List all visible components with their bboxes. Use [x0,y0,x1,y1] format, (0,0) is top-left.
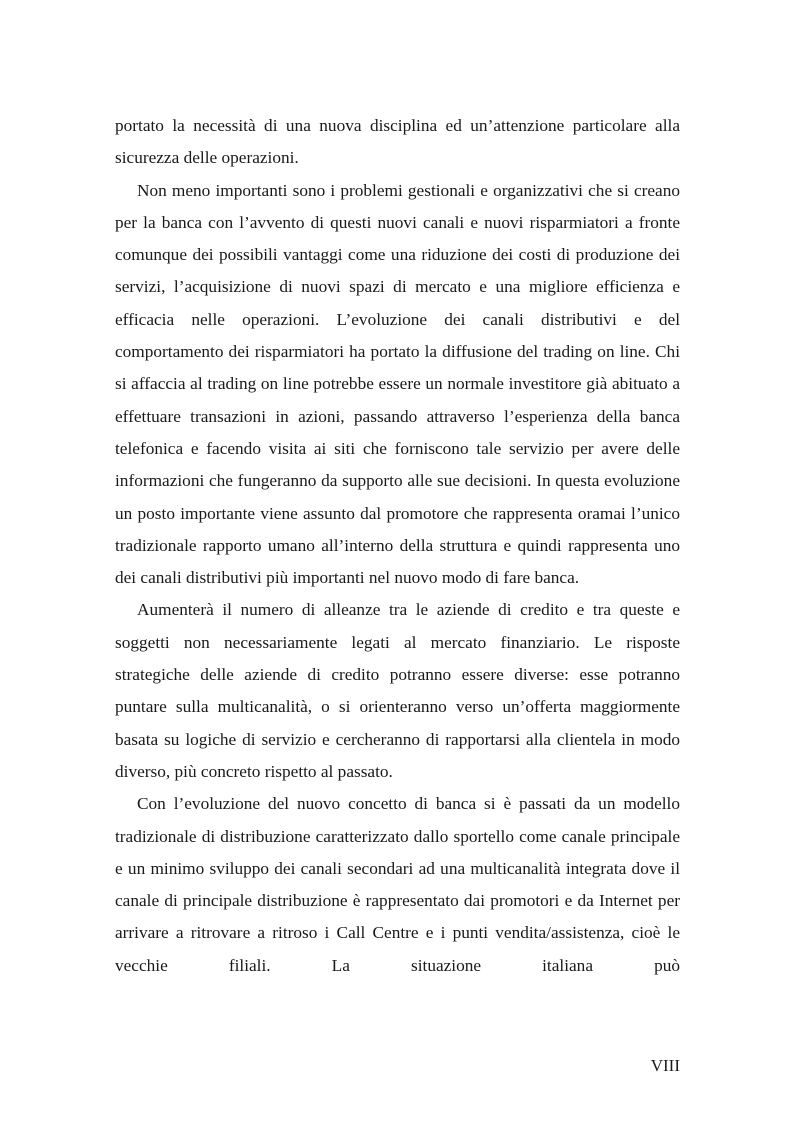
paragraph-trading-online: Non meno importanti sono i problemi gestionali e organizzativi che si creano per la banca con l’avvento di questi nuovi canali e nuovi risparmiatori a fronte comunque dei possibili vantaggi come una riduzione dei costi di produzione dei servizi, l’acquisizione di nuovi spazi di mercato e una migliore efficienza e efficacia nelle operazioni. L’evoluzione dei canali distributivi e del comportamento dei risparmiatori ha portato la diffusione del trading on line. Chi si affaccia al trading on line potrebbe essere un normale investitore già abituato a effettuare transazioni in azioni, passando attraverso l’esperienza della banca telefonica e facendo visita ai siti che forniscono tale servizio per avere delle informazioni che fungeranno da supporto alle sue decisioni. In questa evoluzione un posto importante viene assunto dal promotore che rappresenta oramai l’unico tradizionale rapporto umano all’interno della struttura e quindi rappresenta uno dei canali distributivi più importanti nel nuovo modo di fare banca. [115,180,680,588]
document-body [115,110,680,982]
paragraph-alleanze: Aumenterà il numero di alleanze tra le aziende di credito e tra queste e soggetti non necessariamente legati al mercato finanziario. Le risposte strategiche delle aziende di credito potranno essere diverse: esse potranno puntare sulla multicanalità, o si orienteranno verso un’offerta maggiormente basata su logiche di servizio e cercheranno di rapportarsi alla clientela in modo diverso, più concreto rispetto al passato. [115,600,680,781]
paragraph-continuation: portato la necessità di una nuova disciplina ed un’attenzione particolare alla sicurezza delle operazioni. [115,116,680,168]
paragraph-multicanalita: Con l’evoluzione del nuovo concetto di banca si è passati da un modello tradizionale di distribuzione caratterizzato dallo sportello come canale principale e un minimo sviluppo dei canali secondari ad una multicanalità integrata dove il canale di principale distribuzione è rappresentato dai promotori e da Internet per arrivare a ritrovare a ritroso i Call Centre e i punti vendita/assistenza, cioè le vecchie filiali. La situazione italiana può [115,794,680,975]
page-number: VIII [650,1056,680,1075]
